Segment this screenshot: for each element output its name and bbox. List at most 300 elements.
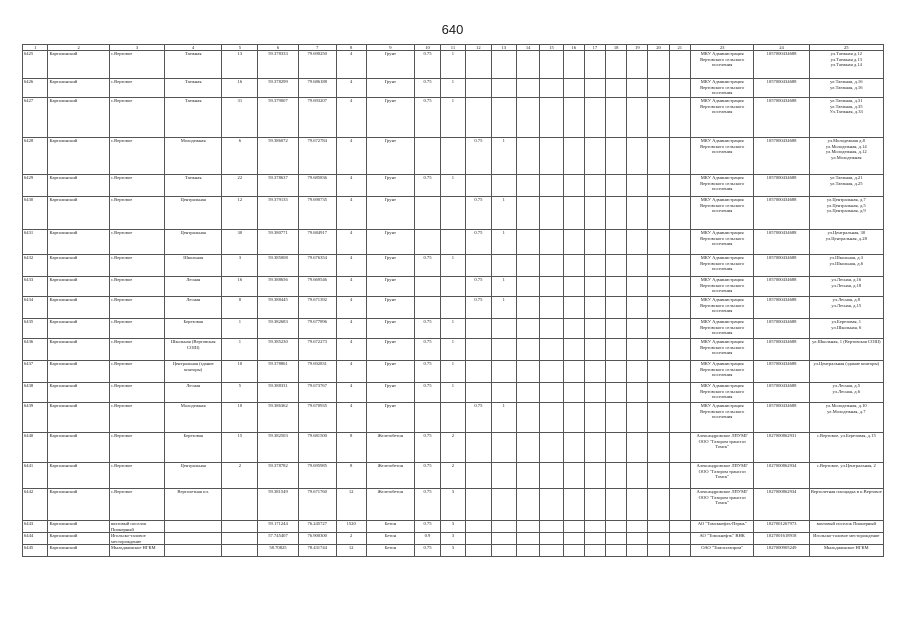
- cell-street: Таежная: [165, 175, 222, 197]
- cell-n: 6433: [23, 277, 48, 297]
- cell-empty: [563, 463, 584, 489]
- cell-v11: [415, 297, 440, 319]
- cell-empty: [606, 463, 627, 489]
- cell-v13: [466, 339, 491, 361]
- cell-empty: [517, 403, 540, 433]
- cell-empty: [540, 319, 563, 339]
- cell-organization: МКУ Администрация Вертовского сельского поселения: [690, 98, 754, 138]
- cell-organization: МКУ Администрация Вертовского сельского поселения: [690, 277, 754, 297]
- cell-street: Центральная (здание конторы): [165, 361, 222, 383]
- cell-empty: [669, 197, 690, 230]
- cell-lon: 79.692831: [298, 361, 336, 383]
- cell-empty: [627, 489, 648, 521]
- cell-lat: 59.386362: [258, 403, 298, 433]
- table-row: [23, 339, 884, 361]
- cell-v11: [415, 403, 440, 433]
- cell-empty: [627, 51, 648, 79]
- cell-settlement: с.Вертовое: [109, 339, 164, 361]
- cell-empty: [584, 319, 605, 339]
- cell-c8: 8: [336, 463, 366, 489]
- cell-address: ул.Таежная, д.16 ул.Таежная, д.16: [809, 79, 883, 98]
- cell-v12: 2: [440, 433, 465, 463]
- cell-cover: Бетон: [366, 521, 415, 533]
- cell-empty: [563, 230, 584, 255]
- cell-c8: 4: [336, 51, 366, 79]
- cell-house: [222, 489, 258, 521]
- cell-empty: [606, 319, 627, 339]
- cell-empty: [584, 138, 605, 175]
- cell-empty: [540, 533, 563, 545]
- cell-settlement: с.Вертовое: [109, 361, 164, 383]
- cell-empty: [517, 98, 540, 138]
- cell-empty: [584, 339, 605, 361]
- cell-n: 6437: [23, 361, 48, 383]
- cell-district: Карталинский: [48, 255, 110, 277]
- cell-v12: 1: [440, 383, 465, 403]
- cell-empty: [540, 403, 563, 433]
- table-row: [23, 79, 884, 98]
- cell-empty: [517, 230, 540, 255]
- cell-ogrn: 1027000862934: [754, 489, 809, 521]
- cell-empty: [606, 489, 627, 521]
- cell-v14: [491, 51, 516, 79]
- cell-v13: [466, 433, 491, 463]
- cell-v11: 0.75: [415, 51, 440, 79]
- cell-lat: 59.378861: [258, 361, 298, 383]
- column-number: 11: [440, 45, 465, 51]
- column-number: 24: [754, 45, 809, 51]
- cell-lat: 59.388331: [258, 383, 298, 403]
- column-number: 6: [258, 45, 298, 51]
- cell-v13: [466, 521, 491, 533]
- cell-empty: [517, 361, 540, 383]
- cell-empty: [606, 403, 627, 433]
- cell-house: 31: [222, 98, 258, 138]
- cell-v11: 0.75: [415, 339, 440, 361]
- cell-street: Центральная: [165, 230, 222, 255]
- cell-empty: [584, 383, 605, 403]
- cell-address: с.Вертовое, ул.Центральная, 2: [809, 463, 883, 489]
- cell-empty: [648, 98, 669, 138]
- cell-lon: 79.685836: [298, 175, 336, 197]
- cell-n: 6441: [23, 463, 48, 489]
- table-row: [23, 521, 884, 533]
- cell-empty: [648, 277, 669, 297]
- register-body: [23, 45, 884, 557]
- column-number: 12: [466, 45, 491, 51]
- cell-lat: 59.378782: [258, 463, 298, 489]
- cell-empty: [627, 79, 648, 98]
- table-row: [23, 383, 884, 403]
- cell-v12: [440, 277, 465, 297]
- table-row: [23, 533, 884, 545]
- cell-empty: [606, 533, 627, 545]
- cell-empty: [669, 98, 690, 138]
- table-row: [23, 319, 884, 339]
- cell-organization: МКУ Администрация Вертовского сельского поселения: [690, 175, 754, 197]
- cell-v12: 1: [440, 175, 465, 197]
- cell-street: [165, 533, 222, 545]
- cell-v11: 0.75: [415, 98, 440, 138]
- cell-empty: [563, 403, 584, 433]
- cell-house: 22: [222, 175, 258, 197]
- cell-c8: 1520: [336, 521, 366, 533]
- cell-empty: [540, 255, 563, 277]
- cell-v14: 1: [491, 197, 516, 230]
- cell-empty: [648, 197, 669, 230]
- cell-settlement: с.Вертовое: [109, 230, 164, 255]
- cell-v11: [415, 230, 440, 255]
- cell-empty: [563, 433, 584, 463]
- cell-empty: [648, 533, 669, 545]
- cell-address: вахтовый поселок Пионерный: [809, 521, 883, 533]
- cell-lon: 79.684917: [298, 230, 336, 255]
- cell-empty: [606, 230, 627, 255]
- cell-address: ул.Березовая, 1 ул.Школьная, 6: [809, 319, 883, 339]
- cell-organization: МКУ Администрация Вертовского сельского поселения: [690, 138, 754, 175]
- cell-n: 6442: [23, 489, 48, 521]
- cell-organization: МКУ Администрация Вертовского сельского поселения: [690, 383, 754, 403]
- column-number: 16: [563, 45, 584, 51]
- cell-empty: [606, 51, 627, 79]
- cell-ogrn: 1057000434688: [754, 51, 809, 79]
- cell-v11: 0.75: [415, 255, 440, 277]
- cell-v14: [491, 433, 516, 463]
- cell-ogrn: 1057000434688: [754, 138, 809, 175]
- cell-lon: 79.673767: [298, 383, 336, 403]
- cell-settlement: с.Вертовое: [109, 489, 164, 521]
- cell-empty: [517, 51, 540, 79]
- cell-cover: Грунт: [366, 297, 415, 319]
- cell-v12: 1: [440, 255, 465, 277]
- cell-settlement: с.Вертовое: [109, 51, 164, 79]
- cell-empty: [540, 297, 563, 319]
- cell-empty: [540, 277, 563, 297]
- cell-empty: [606, 297, 627, 319]
- cell-ogrn: 1057000434688: [754, 79, 809, 98]
- cell-empty: [540, 230, 563, 255]
- cell-house: [222, 533, 258, 545]
- cell-house: 13: [222, 51, 258, 79]
- cell-empty: [627, 255, 648, 277]
- cell-empty: [540, 197, 563, 230]
- cell-empty: [627, 521, 648, 533]
- cell-empty: [669, 175, 690, 197]
- cell-empty: [563, 521, 584, 533]
- cell-district: Карталинский: [48, 138, 110, 175]
- cell-district: Карталинский: [48, 297, 110, 319]
- cell-empty: [517, 297, 540, 319]
- cell-house: 15: [222, 433, 258, 463]
- cell-street: Молодежная: [165, 403, 222, 433]
- cell-ogrn: 1027000862934: [754, 463, 809, 489]
- table-row: [23, 361, 884, 383]
- cell-empty: [627, 463, 648, 489]
- cell-house: 10: [222, 361, 258, 383]
- cell-lon: 78.431744: [298, 545, 336, 557]
- cell-n: 6444: [23, 533, 48, 545]
- cell-c8: 8: [336, 433, 366, 463]
- cell-empty: [517, 277, 540, 297]
- cell-c8: 4: [336, 98, 366, 138]
- cell-cover: Железобетон: [366, 489, 415, 521]
- cell-organization: МКУ Администрация Вертовского сельского поселения: [690, 339, 754, 361]
- cell-ogrn: 1027001618918: [754, 533, 809, 545]
- cell-organization: МКУ Администрация Вертовского сельского поселения: [690, 230, 754, 255]
- cell-address: ул.Лесная, д.5 ул.Лесная, д.6: [809, 383, 883, 403]
- cell-v13: [466, 383, 491, 403]
- cell-empty: [584, 98, 605, 138]
- cell-empty: [540, 545, 563, 557]
- table-row: [23, 489, 884, 521]
- cell-empty: [606, 383, 627, 403]
- cell-cover: Грунт: [366, 319, 415, 339]
- cell-empty: [584, 403, 605, 433]
- cell-street: Лесная: [165, 297, 222, 319]
- cell-district: Карталинский: [48, 433, 110, 463]
- cell-empty: [627, 297, 648, 319]
- column-number: 10: [415, 45, 440, 51]
- cell-empty: [648, 138, 669, 175]
- cell-empty: [648, 521, 669, 533]
- cell-settlement: с.Вертовое: [109, 79, 164, 98]
- cell-n: 6432: [23, 255, 48, 277]
- cell-lon: 79.690250: [298, 51, 336, 79]
- cell-v13: 0.75: [466, 230, 491, 255]
- cell-empty: [540, 433, 563, 463]
- cell-lon: 79.676354: [298, 255, 336, 277]
- cell-district: Карталинский: [48, 361, 110, 383]
- column-number: 4: [165, 45, 222, 51]
- cell-n: 6435: [23, 319, 48, 339]
- cell-v13: [466, 545, 491, 557]
- cell-district: Карталинский: [48, 197, 110, 230]
- cell-lat: 59.382683: [258, 319, 298, 339]
- cell-ogrn: 1027000862931: [754, 433, 809, 463]
- cell-ogrn: 1057000434688: [754, 175, 809, 197]
- cell-empty: [606, 277, 627, 297]
- cell-street: Школьная (Вертовская СОШ): [165, 339, 222, 361]
- cell-n: 6434: [23, 297, 48, 319]
- cell-empty: [584, 277, 605, 297]
- cell-empty: [563, 138, 584, 175]
- cell-empty: [606, 339, 627, 361]
- cell-empty: [606, 138, 627, 175]
- cell-empty: [669, 138, 690, 175]
- cell-street: Центральная: [165, 463, 222, 489]
- cell-n: 6428: [23, 138, 48, 175]
- cell-organization: МКУ Администрация Вертовского сельского поселения: [690, 319, 754, 339]
- column-number: 2: [48, 45, 110, 51]
- cell-empty: [627, 545, 648, 557]
- cell-v12: 1: [440, 51, 465, 79]
- cell-lon: 76.900300: [298, 533, 336, 545]
- cell-empty: [669, 319, 690, 339]
- cell-address: Вертолетная площадка в п.Вертовое: [809, 489, 883, 521]
- column-number: 20: [648, 45, 669, 51]
- cell-ogrn: 1057000434688: [754, 98, 809, 138]
- cell-n: 6430: [23, 197, 48, 230]
- cell-house: 30: [222, 230, 258, 255]
- cell-organization: Александровское ЛПУМГ ООО "Газпром трансгаз Томск": [690, 489, 754, 521]
- cell-empty: [517, 521, 540, 533]
- cell-ogrn: 1057000434688: [754, 319, 809, 339]
- cell-ogrn: 1057000434688: [754, 277, 809, 297]
- cell-street: Таежная: [165, 79, 222, 98]
- cell-organization: Александровское ЛПУМГ ООО "Газпром трансгаз Томск": [690, 463, 754, 489]
- cell-district: Карталинский: [48, 79, 110, 98]
- cell-empty: [627, 230, 648, 255]
- cell-v14: [491, 489, 516, 521]
- table-row: [23, 297, 884, 319]
- cell-district: Карталинский: [48, 403, 110, 433]
- cell-empty: [540, 98, 563, 138]
- cell-v14: [491, 319, 516, 339]
- cell-empty: [584, 297, 605, 319]
- cell-empty: [517, 79, 540, 98]
- column-number: 8: [336, 45, 366, 51]
- cell-house: [222, 545, 258, 557]
- cell-empty: [669, 383, 690, 403]
- cell-settlement: с.Вертовое: [109, 138, 164, 175]
- cell-ogrn: 1057000434688: [754, 197, 809, 230]
- table-row: [23, 51, 884, 79]
- cell-empty: [517, 197, 540, 230]
- cell-v14: [491, 79, 516, 98]
- cell-empty: [669, 51, 690, 79]
- cell-v11: 0.75: [415, 319, 440, 339]
- cell-empty: [648, 51, 669, 79]
- cell-empty: [627, 277, 648, 297]
- cell-house: 2: [222, 463, 258, 489]
- cell-district: Карталинский: [48, 521, 110, 533]
- cell-v13: 0.75: [466, 197, 491, 230]
- cell-empty: [517, 463, 540, 489]
- cell-lon: 76.245727: [298, 521, 336, 533]
- cell-empty: [563, 319, 584, 339]
- cell-v12: [440, 138, 465, 175]
- cell-v14: [491, 98, 516, 138]
- cell-cover: Железобетон: [366, 463, 415, 489]
- table-row: [23, 138, 884, 175]
- cell-empty: [648, 489, 669, 521]
- cell-c8: 4: [336, 339, 366, 361]
- cell-street: Центральная: [165, 197, 222, 230]
- cell-cover: Грунт: [366, 255, 415, 277]
- cell-empty: [627, 403, 648, 433]
- cell-empty: [606, 361, 627, 383]
- cell-lat: 59.386072: [258, 138, 298, 175]
- cell-district: Карталинский: [48, 489, 110, 521]
- cell-c8: 4: [336, 277, 366, 297]
- cell-v11: 0.75: [415, 521, 440, 533]
- cell-v12: 3: [440, 489, 465, 521]
- cell-v14: [491, 339, 516, 361]
- cell-address: ул.Школьная, 1 (Вертовская СОШ): [809, 339, 883, 361]
- cell-lon: 79.671760: [298, 489, 336, 521]
- cell-empty: [540, 361, 563, 383]
- cell-district: Карталинский: [48, 463, 110, 489]
- cell-empty: [563, 383, 584, 403]
- cell-n: 6445: [23, 545, 48, 557]
- cell-street: Школьная: [165, 255, 222, 277]
- cell-empty: [517, 138, 540, 175]
- cell-n: 6439: [23, 403, 48, 433]
- cell-district: Карталинский: [48, 545, 110, 557]
- cell-empty: [584, 230, 605, 255]
- cell-empty: [627, 361, 648, 383]
- cell-ogrn: 1057000434688: [754, 297, 809, 319]
- table-row: [23, 197, 884, 230]
- cell-c8: 4: [336, 297, 366, 319]
- cell-c8: 4: [336, 319, 366, 339]
- cell-cover: Грунт: [366, 230, 415, 255]
- cell-empty: [627, 98, 648, 138]
- cell-v13: 0.75: [466, 138, 491, 175]
- cell-v12: 1: [440, 361, 465, 383]
- cell-v11: 0.75: [415, 79, 440, 98]
- cell-empty: [584, 463, 605, 489]
- cell-c8: 4: [336, 403, 366, 433]
- cell-settlement: Игольско-таловое месторождение: [109, 533, 164, 545]
- cell-c8: 4: [336, 230, 366, 255]
- cell-lon: 79.669546: [298, 277, 336, 297]
- cell-house: 6: [222, 138, 258, 175]
- cell-street: Вертолетная пл.: [165, 489, 222, 521]
- cell-street: Березовая: [165, 319, 222, 339]
- cell-empty: [669, 339, 690, 361]
- column-number: 18: [606, 45, 627, 51]
- cell-street: [165, 545, 222, 557]
- column-number: 7: [298, 45, 336, 51]
- cell-empty: [648, 433, 669, 463]
- cell-street: Таежная: [165, 98, 222, 138]
- cell-empty: [648, 230, 669, 255]
- cell-empty: [563, 297, 584, 319]
- cell-lat: 59.388445: [258, 297, 298, 319]
- cell-district: Карталинский: [48, 98, 110, 138]
- column-number: 9: [366, 45, 415, 51]
- cell-v14: 1: [491, 403, 516, 433]
- cell-cover: Грунт: [366, 175, 415, 197]
- cell-v13: [466, 51, 491, 79]
- cell-empty: [606, 255, 627, 277]
- cell-ogrn: 1057000434688: [754, 383, 809, 403]
- cell-empty: [563, 51, 584, 79]
- cell-cover: Бетон: [366, 533, 415, 545]
- cell-empty: [563, 489, 584, 521]
- cell-empty: [563, 361, 584, 383]
- cell-empty: [584, 361, 605, 383]
- cell-empty: [517, 489, 540, 521]
- cell-empty: [669, 521, 690, 533]
- cell-n: 6443: [23, 521, 48, 533]
- cell-v12: 1: [440, 79, 465, 98]
- cell-v13: [466, 255, 491, 277]
- column-number: 17: [584, 45, 605, 51]
- cell-lon: 79.695985: [298, 463, 336, 489]
- cell-lat: 58.70825: [258, 545, 298, 557]
- cell-v12: 1: [440, 339, 465, 361]
- cell-cover: Грунт: [366, 403, 415, 433]
- cell-empty: [606, 545, 627, 557]
- cell-empty: [584, 521, 605, 533]
- column-number: 19: [627, 45, 648, 51]
- cell-lat: 59.379135: [258, 197, 298, 230]
- table-row: [23, 545, 884, 557]
- cell-lon: 79.671392: [298, 297, 336, 319]
- cell-cover: Грунт: [366, 197, 415, 230]
